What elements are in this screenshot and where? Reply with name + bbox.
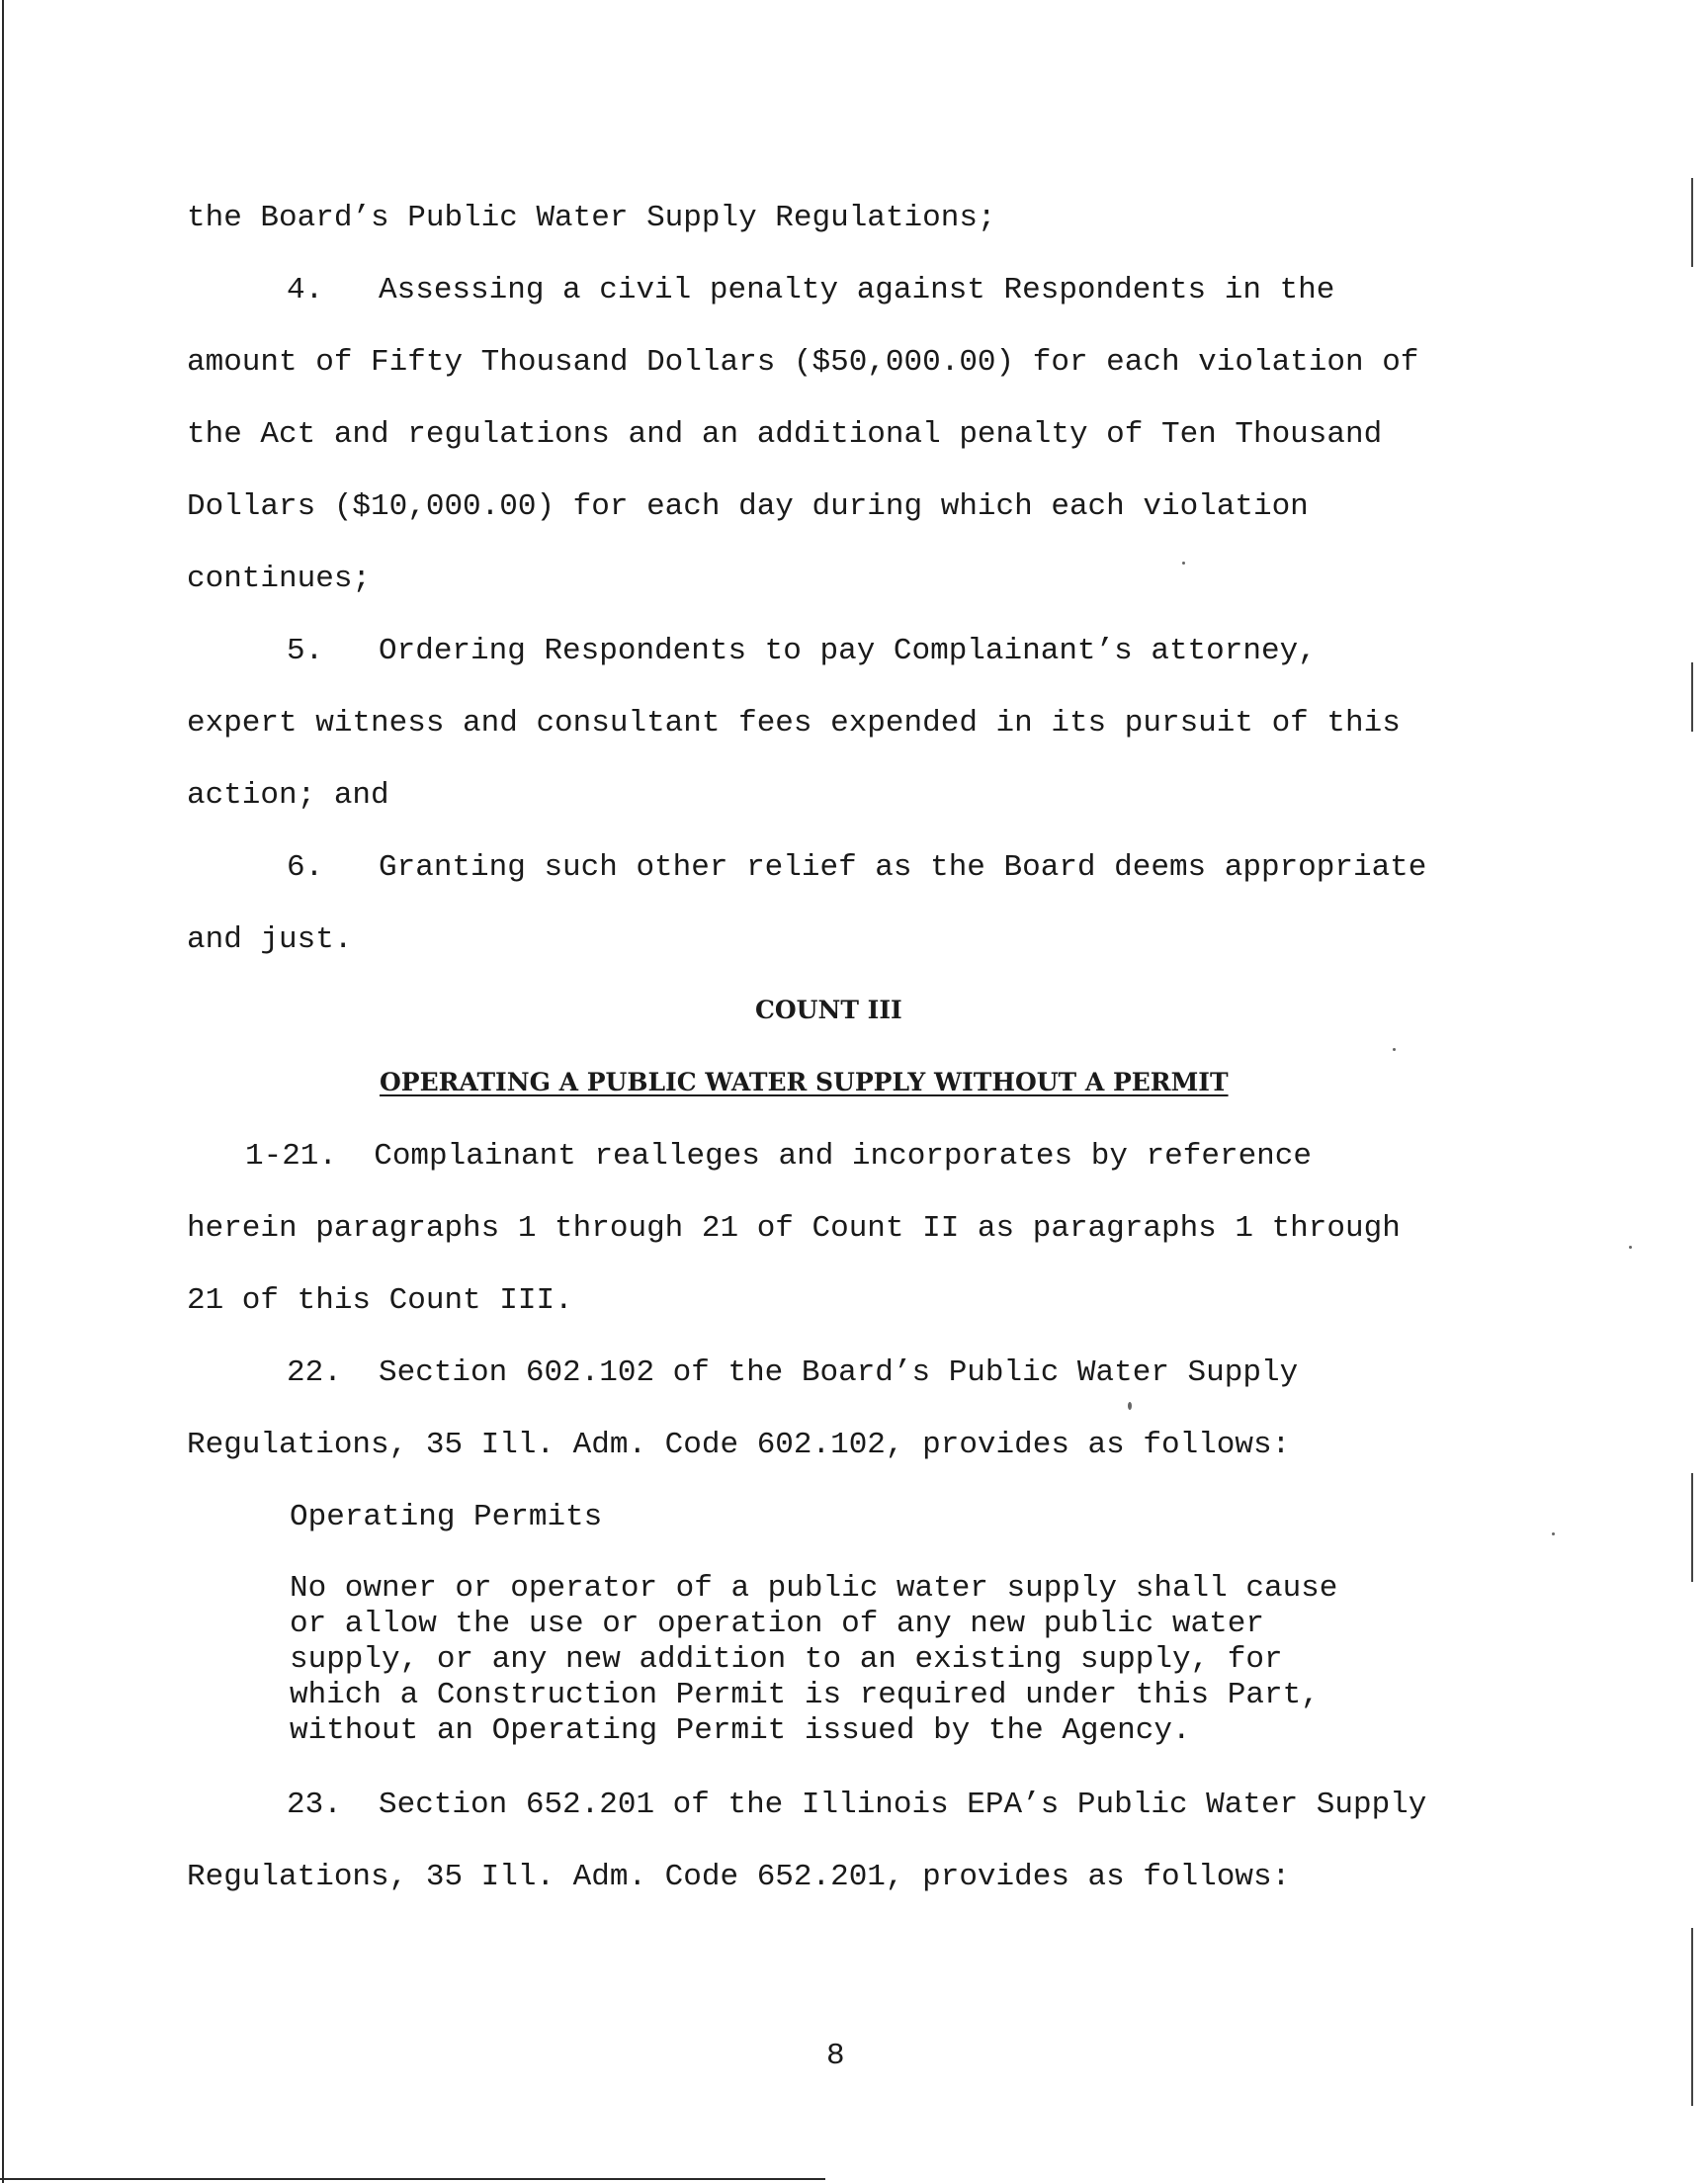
body-line: Dollars ($10,000.00) for each day during which each violation <box>187 489 1309 524</box>
scan-speck <box>1128 1402 1132 1410</box>
body-line: expert witness and consultant fees expended in its pursuit of this <box>187 706 1401 741</box>
scan-right-mark <box>1691 662 1693 732</box>
scan-speck <box>1552 1532 1555 1535</box>
quote-line: No owner or operator of a public water supply shall cause <box>290 1571 1338 1606</box>
body-line: herein paragraphs 1 through 21 of Count II as paragraphs 1 through <box>187 1211 1401 1246</box>
paragraph-6-start: 6. Granting such other relief as the Board deems appropriate <box>287 850 1427 885</box>
paragraph-23-start: 23. Section 652.201 of the Illinois EPA’s Public Water Supply <box>287 1788 1427 1822</box>
scan-left-edge <box>2 0 4 2183</box>
paragraph-1-21-start: 1-21. Complainant realleges and incorporates by reference <box>245 1139 1312 1174</box>
body-line: and just. <box>187 922 353 957</box>
body-line: 21 of this Count III. <box>187 1283 573 1318</box>
section-heading: OPERATING A PUBLIC WATER SUPPLY WITHOUT A PERMIT <box>380 1068 1229 1096</box>
quote-line: which a Construction Permit is required under this Part, <box>290 1678 1320 1712</box>
body-line: the Act and regulations and an additional penalty of Ten Thousand <box>187 417 1383 452</box>
body-line: Regulations, 35 Ill. Adm. Code 652.201, provides as follows: <box>187 1860 1291 1894</box>
scan-right-mark <box>1691 1928 1693 2106</box>
body-line: continues; <box>187 562 372 596</box>
body-line: amount of Fifty Thousand Dollars ($50,000.00) for each violation of <box>187 345 1419 380</box>
scan-speck <box>1182 562 1185 565</box>
quote-line: or allow the use or operation of any new public water <box>290 1607 1264 1641</box>
paragraph-5-start: 5. Ordering Respondents to pay Complainant’s attorney, <box>287 634 1317 668</box>
paragraph-4-start: 4. Assessing a civil penalty against Respondents in the <box>287 273 1335 307</box>
page-number: 8 <box>826 2039 845 2073</box>
count-heading: COUNT III <box>755 996 902 1024</box>
scan-right-mark <box>1691 1473 1693 1582</box>
body-line: the Board’s Public Water Supply Regulations; <box>187 201 996 235</box>
body-line: action; and <box>187 778 389 813</box>
scan-bottom-edge <box>0 2178 825 2180</box>
scan-right-mark <box>1691 178 1693 267</box>
scan-speck <box>1393 1048 1396 1051</box>
quote-line: without an Operating Permit issued by the Agency. <box>290 1713 1191 1748</box>
quote-title: Operating Permits <box>290 1500 603 1534</box>
scan-speck <box>1629 1246 1632 1249</box>
body-line: Regulations, 35 Ill. Adm. Code 602.102, provides as follows: <box>187 1428 1291 1462</box>
paragraph-22-start: 22. Section 602.102 of the Board’s Public Water Supply <box>287 1355 1299 1390</box>
quote-line: supply, or any new addition to an existing supply, for <box>290 1642 1283 1677</box>
